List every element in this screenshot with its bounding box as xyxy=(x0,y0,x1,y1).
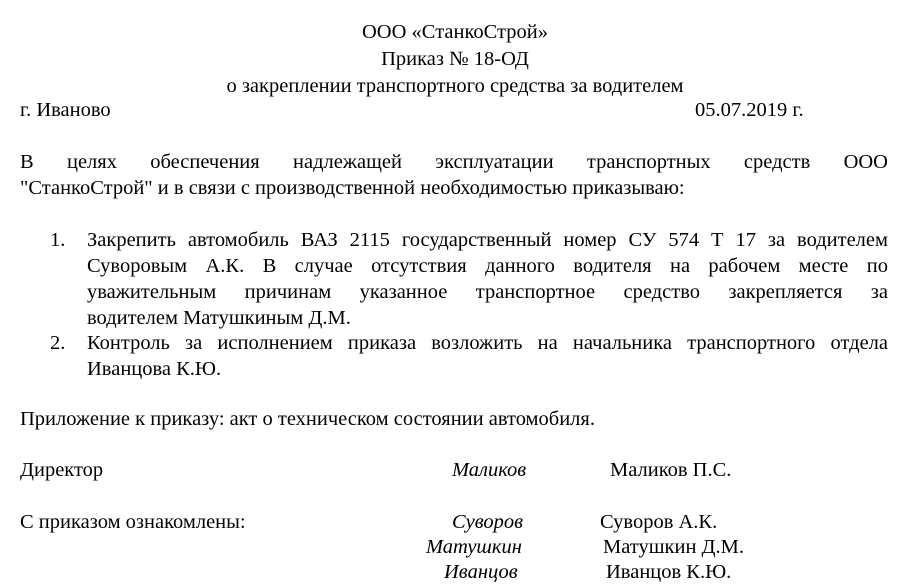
acknowledged-name: Суворов А.К. xyxy=(600,511,718,533)
item-number: 2. xyxy=(50,332,66,354)
item-line: водителем Матушкиным Д.М. xyxy=(87,307,351,329)
company-name: ООО «СтанкоСтрой» xyxy=(362,21,548,43)
item-line: Иванцова К.Ю. xyxy=(87,358,222,380)
acknowledged-signature: Иванцов xyxy=(444,561,518,583)
acknowledged-signature: Матушкин xyxy=(426,536,522,558)
item-line: Закрепить автомобиль ВАЗ 2115 государственный номер СУ 574 Т 17 за водителем xyxy=(87,229,888,251)
item-line: Суворовым А.К. В случае отсутствия данного водителя на рабочем месте по xyxy=(87,255,888,277)
place: г. Иваново xyxy=(20,99,111,121)
date: 05.07.2019 г. xyxy=(695,99,804,121)
acknowledged-label: С приказом ознакомлены: xyxy=(20,511,246,533)
order-subject: о закреплении транспортного средства за водителем xyxy=(226,75,684,97)
item-line: уважительным причинам указанное транспортное средство закрепляется за xyxy=(87,281,888,303)
preamble-line-1: В целях обеспечения надлежащей эксплуатации транспортных средств ООО xyxy=(20,151,888,173)
item-number: 1. xyxy=(50,229,66,251)
attachment-note: Приложение к приказу: акт о техническом состоянии автомобиля. xyxy=(20,408,595,430)
director-signature: Маликов xyxy=(452,459,527,481)
item-line: Контроль за исполнением приказа возложить на начальника транспортного отдела xyxy=(87,332,888,354)
order-title: Приказ № 18-ОД xyxy=(381,48,529,70)
preamble-line-2: "СтанкоСтрой" и в связи с производственной необходимостью приказываю: xyxy=(20,177,685,199)
acknowledged-name: Матушкин Д.М. xyxy=(603,536,745,558)
director-title: Директор xyxy=(20,459,104,481)
acknowledged-name: Иванцов К.Ю. xyxy=(606,561,732,583)
director-name: Маликов П.С. xyxy=(610,459,732,481)
acknowledged-signature: Суворов xyxy=(452,511,524,533)
